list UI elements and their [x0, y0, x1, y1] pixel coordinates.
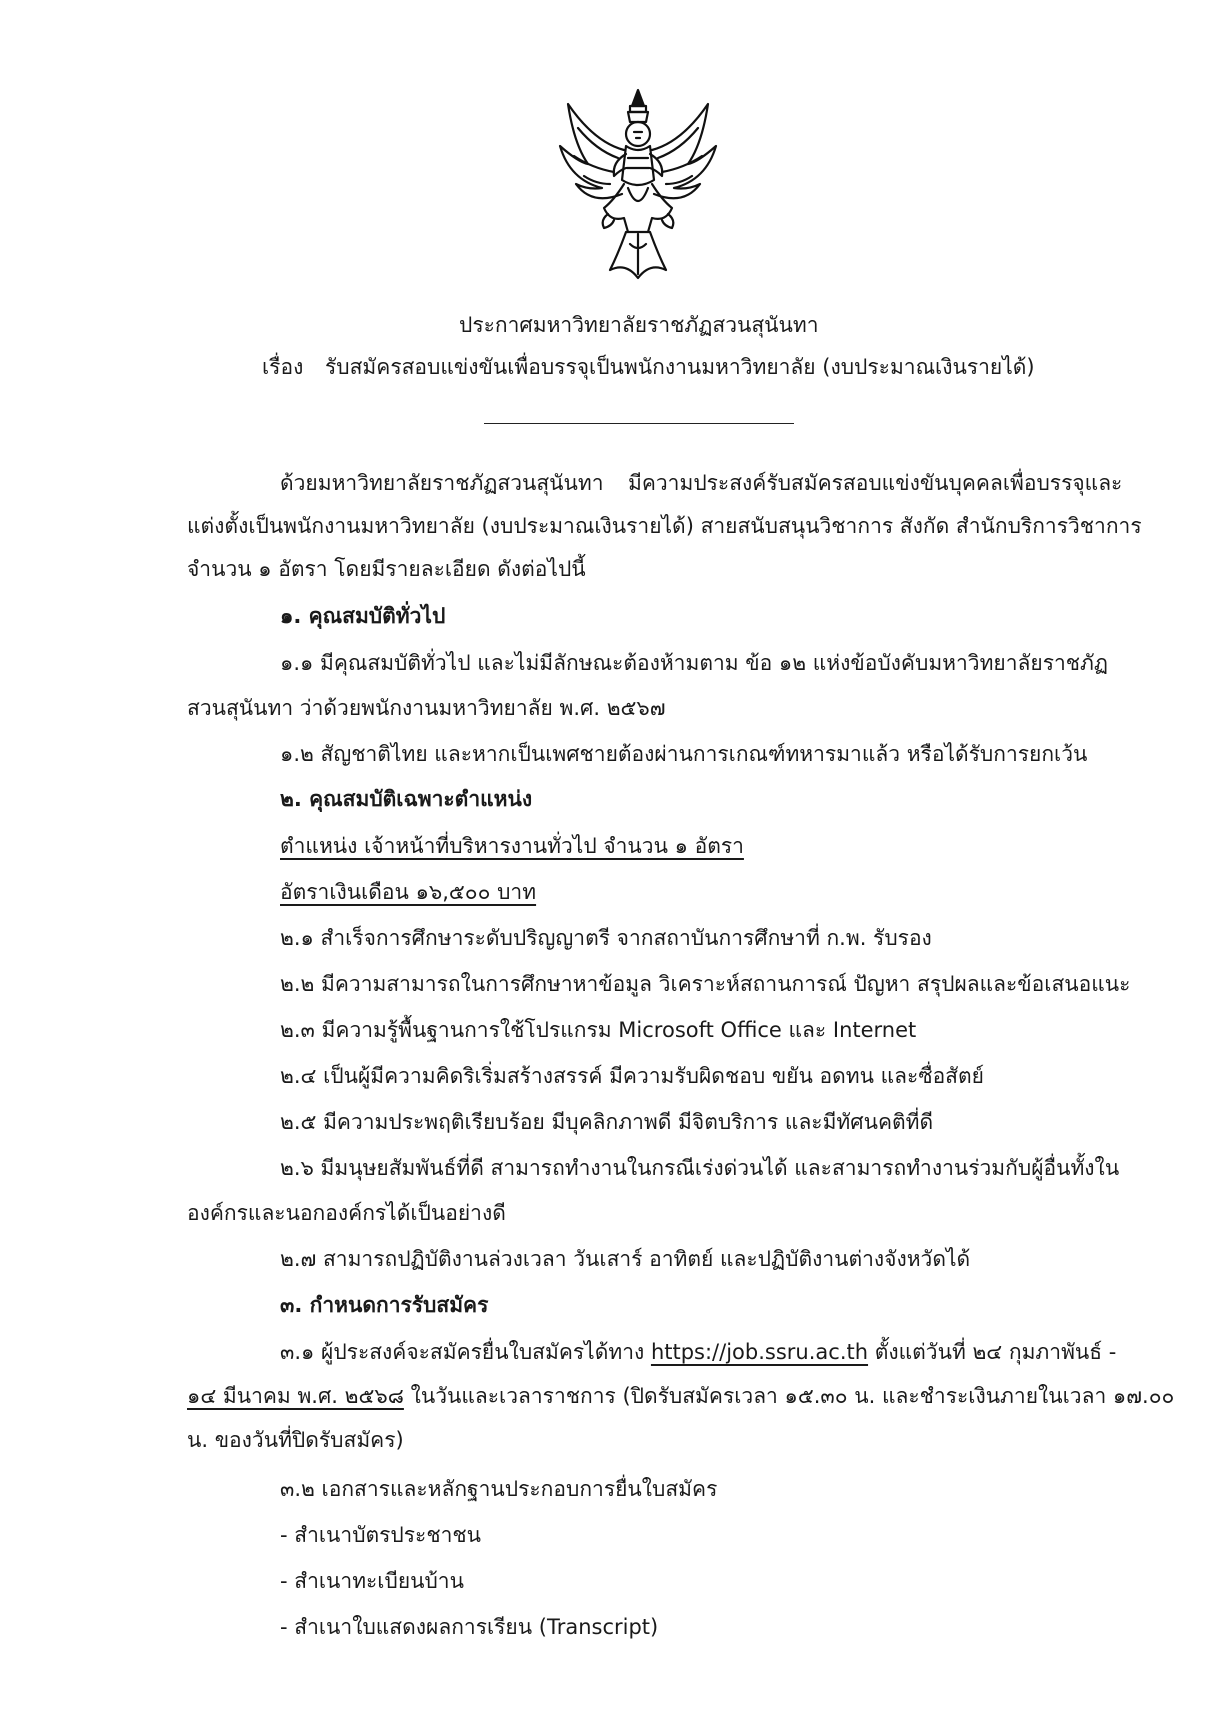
section-1-heading: ๑. คุณสมบัติทั่วไป [280, 604, 446, 628]
section-2-item-5: ๒.๕ มีความประพฤติเรียบร้อย มีบุคลิกภาพดี มีจิตบริการ และมีทัศนคติที่ดี [280, 1110, 934, 1134]
section-3-item-1-cont [187, 1381, 1174, 1411]
subject-text: รับสมัครสอบแข่งขันเพื่อบรรจุเป็นพนักงานมหาวิทยาลัย (งบประมาณเงินรายได้) [325, 355, 1035, 379]
subject-label: เรื่อง [262, 355, 304, 379]
salary-rate: อัตราเงินเดือน ๑๖,๕๐๐ บาท [280, 880, 537, 904]
closing-date: ๑๔ มีนาคม พ.ศ. ๒๕๖๘ [187, 1384, 404, 1408]
document-item: - สำเนาบัตรประชาชน [280, 1523, 481, 1547]
position-title: ตำแหน่ง เจ้าหน้าที่บริหารงานทั่วไป จำนวน ๑ อัตรา [280, 834, 744, 858]
section-2-item-1: ๒.๑ สำเร็จการศึกษาระดับปริญญาตรี จากสถาบันการศึกษาที่ ก.พ. รับรอง [280, 926, 932, 950]
garuda-emblem-icon [548, 84, 728, 284]
section-1-item-1-cont: สวนสุนันทา ว่าด้วยพนักงานมหาวิทยาลัย พ.ศ. ๒๕๖๗ [187, 696, 666, 720]
intro-line-2: แต่งตั้งเป็นพนักงานมหาวิทยาลัย (งบประมาณเงินรายได้) สายสนับสนุนวิชาการ สังกัด สำนักบริการวิชาการ [187, 514, 1142, 538]
section-3-item-2: ๓.๒ เอกสารและหลักฐานประกอบการยื่นใบสมัคร [280, 1477, 718, 1501]
section-2-item-2: ๒.๒ มีความสามารถในการศึกษาหาข้อมูล วิเคราะห์สถานการณ์ ปัญหา สรุปผลและข้อเสนอแนะ [280, 972, 1131, 996]
section-3-heading: ๓. กำหนดการรับสมัคร [280, 1293, 489, 1317]
intro-line-1b: มีความประสงค์รับสมัครสอบแข่งขันบุคคลเพื่อบรรจุและ [628, 471, 1123, 495]
section-3-item-1-pre: ๓.๑ ผู้ประสงค์จะสมัครยื่นใบสมัครได้ทาง [280, 1340, 645, 1364]
section-2-item-3: ๒.๓ มีความรู้พื้นฐานการใช้โปรแกรม Microsoft Office และ Internet [280, 1018, 917, 1042]
intro-line-1a: ด้วยมหาวิทยาลัยราชภัฏสวนสุนันทา [280, 471, 604, 495]
section-1-item-1: ๑.๑ มีคุณสมบัติทั่วไป และไม่มีลักษณะต้องห้ามตาม ข้อ ๑๒ แห่งข้อบังคับมหาวิทยาลัยราชภัฏ [280, 651, 1108, 675]
section-2-item-6: ๒.๖ มีมนุษยสัมพันธ์ที่ดี สามารถทำงานในกรณีเร่งด่วนได้ และสามารถทำงานร่วมกับผู้อื่นทั้งใน [280, 1156, 1120, 1180]
section-2-item-4: ๒.๔ เป็นผู้มีความคิดริเริ่มสร้างสรรค์ มีความรับผิดชอบ ขยัน อดทน และซื่อสัตย์ [280, 1064, 984, 1088]
title-divider [484, 423, 794, 424]
section-3-item-1-post: ตั้งแต่วันที่ ๒๔ กุมภาพันธ์ - [874, 1340, 1117, 1364]
section-2-item-7: ๒.๗ สามารถปฏิบัติงานล่วงเวลา วันเสาร์ อาทิตย์ และปฏิบัติงานต่างจังหวัดได้ [280, 1247, 971, 1271]
section-3-item-1 [280, 1337, 1116, 1367]
document-item: - สำเนาใบแสดงผลการเรียน (Transcript) [280, 1615, 659, 1639]
section-2-heading: ๒. คุณสมบัติเฉพาะตำแหน่ง [280, 787, 533, 811]
section-3-item-1-hours: ในวันและเวลาราชการ (ปิดรับสมัครเวลา ๑๕.๓๐ น. และชำระเงินภายในเวลา ๑๗.๐๐ [410, 1384, 1175, 1408]
section-2-item-6-cont: องค์กรและนอกองค์กรได้เป็นอย่างดี [187, 1201, 506, 1225]
application-url-link[interactable]: https://job.ssru.ac.th [650, 1340, 869, 1364]
page-title: ประกาศมหาวิทยาลัยราชภัฏสวนสุนันทา [459, 313, 819, 337]
section-1-item-2: ๑.๒ สัญชาติไทย และหากเป็นเพศชายต้องผ่านการเกณฑ์ทหารมาแล้ว หรือได้รับการยกเว้น [280, 742, 1088, 766]
intro-line-3: จำนวน ๑ อัตรา โดยมีรายละเอียด ดังต่อไปนี้ [187, 557, 586, 581]
document-item: - สำเนาทะเบียนบ้าน [280, 1569, 464, 1593]
section-3-item-1-cont-2: น. ของวันที่ปิดรับสมัคร) [187, 1428, 404, 1452]
